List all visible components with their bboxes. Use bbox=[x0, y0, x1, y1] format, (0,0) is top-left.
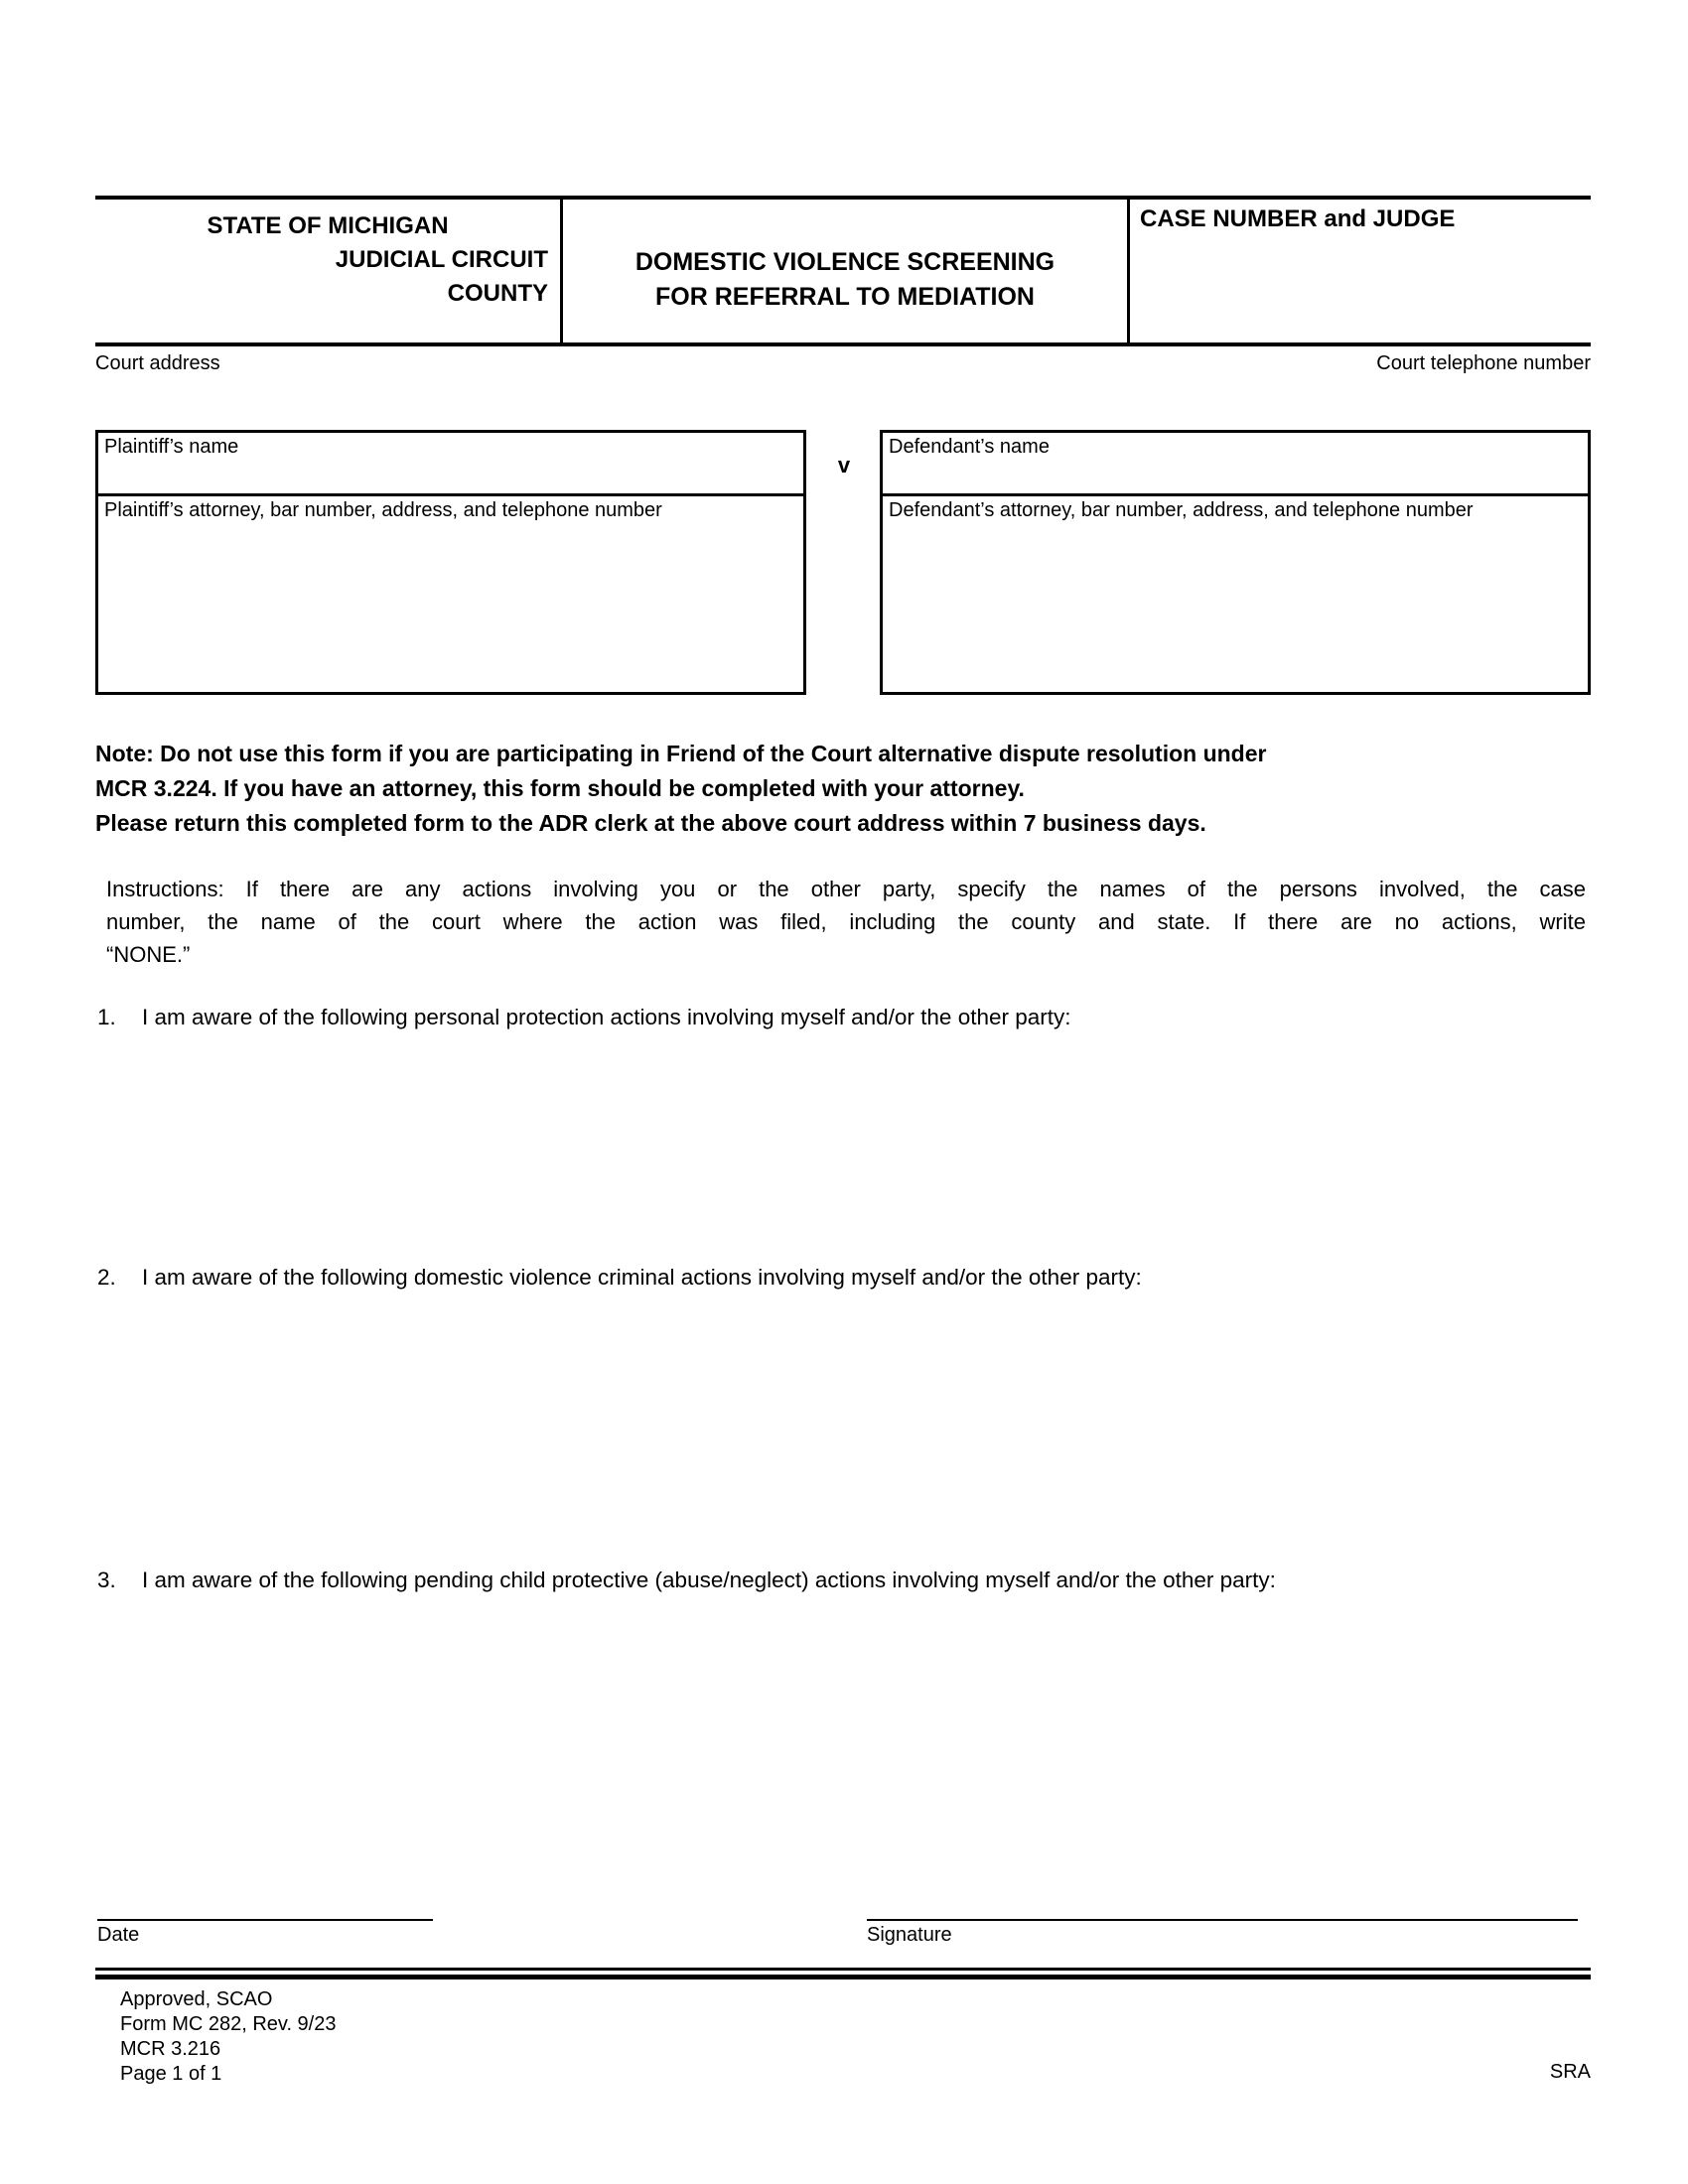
form-title-line-2: FOR REFERRAL TO MEDIATION bbox=[655, 283, 1035, 311]
court-address-row[interactable] bbox=[95, 352, 1591, 375]
defendant-attorney-field[interactable] bbox=[883, 496, 1588, 525]
court-address-label: Court address bbox=[95, 352, 220, 374]
versus-label: v bbox=[837, 453, 851, 478]
court-identity-cell bbox=[95, 200, 560, 342]
item-3-statement bbox=[97, 1568, 1587, 1593]
case-number-label: CASE NUMBER and JUDGE bbox=[1140, 205, 1456, 232]
note-line-1: Note: Do not use this form if you are participating in Friend of the Court alternative dispute resolution under bbox=[95, 741, 1267, 766]
item-1-number: 1. bbox=[97, 1005, 116, 1029]
state-of-michigan-label: STATE OF MICHIGAN bbox=[207, 212, 449, 239]
plaintiff-name-label: Plaintiff’s name bbox=[104, 436, 239, 458]
form-title-cell bbox=[560, 200, 1130, 342]
footer-page-line: Page 1 of 1 bbox=[120, 2063, 222, 2085]
item-1-statement bbox=[97, 1005, 1587, 1030]
court-telephone-label: Court telephone number bbox=[1376, 352, 1591, 374]
date-label: Date bbox=[97, 1924, 140, 1946]
note-paragraph bbox=[95, 737, 1591, 841]
plaintiff-box bbox=[95, 430, 806, 695]
item-1-answer-area[interactable] bbox=[95, 1044, 1591, 1248]
footer-mcr-line: MCR 3.216 bbox=[120, 2038, 221, 2060]
item-2-answer-area[interactable] bbox=[95, 1304, 1591, 1551]
note-line-2: MCR 3.224. If you have an attorney, this form should be completed with your attorney. bbox=[95, 775, 1025, 801]
item-3-text: I am aware of the following pending child protective (abuse/neglect) actions involving myself and/or the other party: bbox=[142, 1568, 1276, 1592]
defendant-attorney-label: Defendant’s attorney, bar number, address, and telephone number bbox=[889, 499, 1474, 521]
date-signature-line[interactable] bbox=[97, 1919, 433, 1921]
header-caption-table bbox=[95, 196, 1591, 346]
note-line-3: Please return this completed form to the ADR clerk at the above court address within 7 business days. bbox=[95, 810, 1206, 836]
judicial-circuit-label[interactable]: JUDICIAL CIRCUIT bbox=[335, 246, 548, 273]
form-title-line-1: DOMESTIC VIOLENCE SCREENING bbox=[634, 248, 1055, 276]
instructions-line-2: number, the name of the court where the action was filed, including the county and state. If there are no actions, write bbox=[106, 909, 1586, 934]
signature-signature-line[interactable] bbox=[867, 1919, 1578, 1921]
county-label[interactable]: COUNTY bbox=[447, 280, 548, 307]
item-1-text: I am aware of the following personal protection actions involving myself and/or the other party: bbox=[142, 1005, 1071, 1029]
defendant-name-label: Defendant’s name bbox=[889, 436, 1050, 458]
instructions-line-1: Instructions: If there are any actions involving you or the other party, specify the names of the persons involved, the case bbox=[106, 877, 1586, 901]
defendant-box bbox=[880, 430, 1591, 695]
instructions-paragraph bbox=[106, 873, 1586, 971]
footer-form-info bbox=[120, 1987, 336, 2087]
footer-double-rule bbox=[95, 1968, 1591, 1979]
item-2-statement bbox=[97, 1265, 1587, 1291]
plaintiff-attorney-label: Plaintiff’s attorney, bar number, address, and telephone number bbox=[104, 499, 662, 521]
plaintiff-name-field[interactable] bbox=[98, 433, 803, 496]
item-2-number: 2. bbox=[97, 1265, 116, 1290]
footer-approved-line: Approved, SCAO bbox=[120, 1988, 273, 2010]
item-2-text: I am aware of the following domestic violence criminal actions involving myself and/or the other party: bbox=[142, 1265, 1142, 1290]
plaintiff-attorney-field[interactable] bbox=[98, 496, 803, 525]
signature-label: Signature bbox=[867, 1924, 952, 1946]
footer-form-number-line: Form MC 282, Rev. 9/23 bbox=[120, 2013, 337, 2035]
instructions-line-3: “NONE.” bbox=[106, 942, 191, 967]
sra-label: SRA bbox=[1549, 2061, 1591, 2083]
defendant-name-field[interactable] bbox=[883, 433, 1588, 496]
item-3-number: 3. bbox=[97, 1568, 116, 1592]
case-number-field[interactable] bbox=[1130, 200, 1591, 342]
item-3-answer-area[interactable] bbox=[95, 1608, 1591, 1901]
